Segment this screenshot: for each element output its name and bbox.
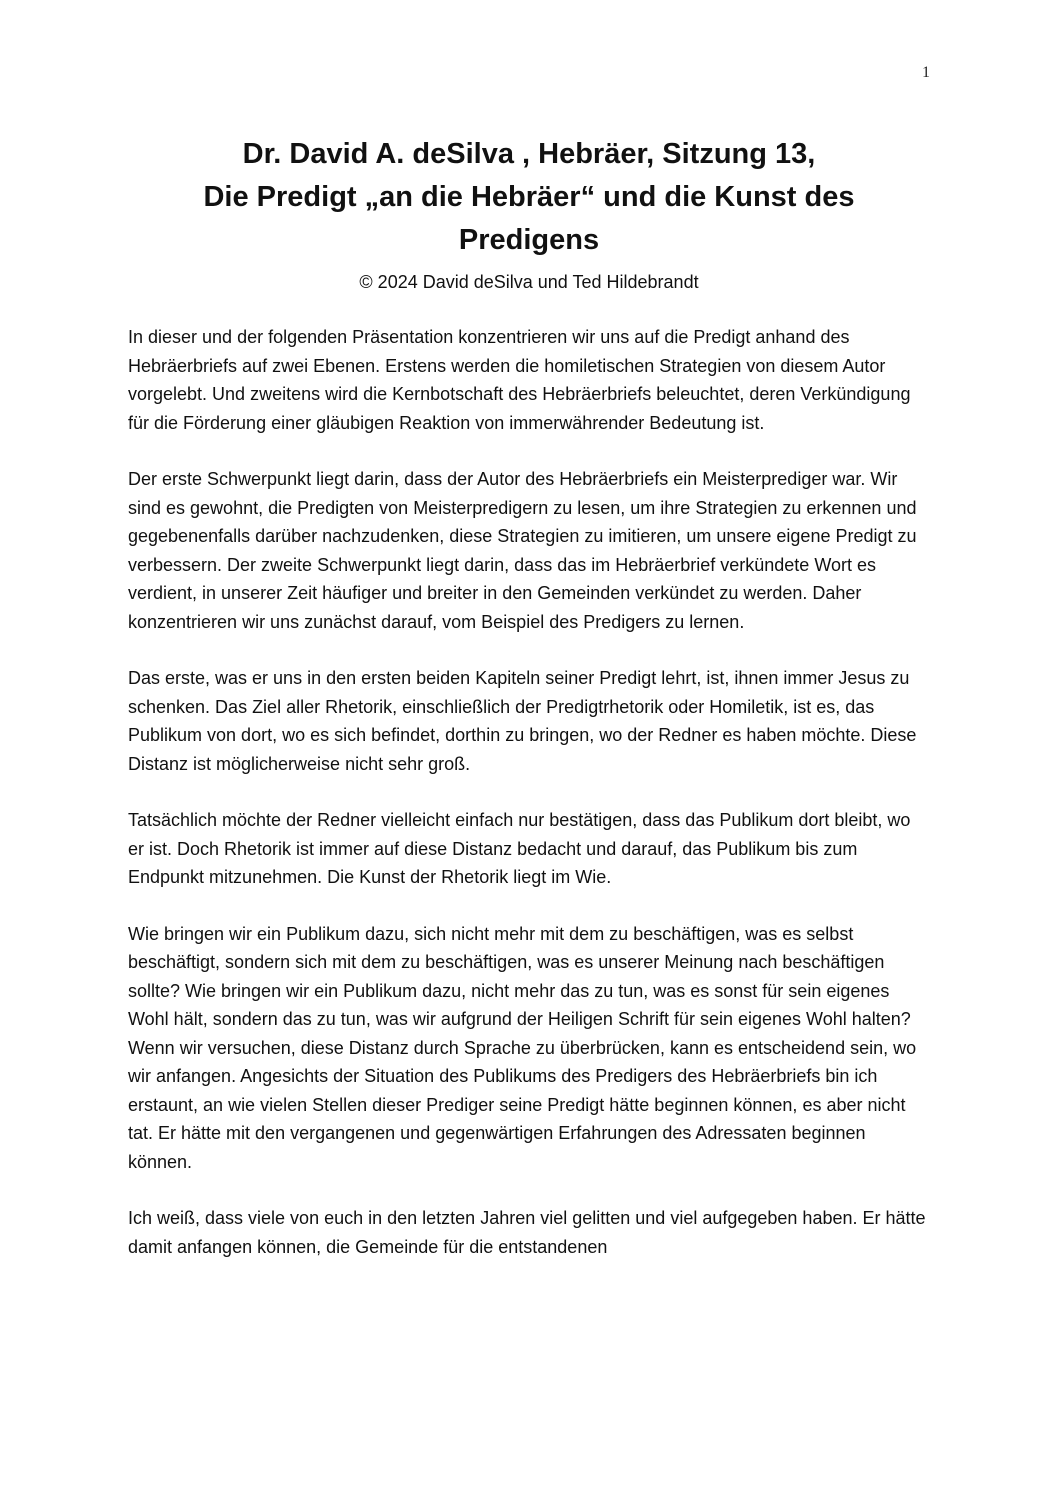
paragraph-6: Ich weiß, dass viele von euch in den letzten Jahren viel gelitten und viel aufgegeben haben. Er hätte damit anfangen können, die Gemeinde für die entstandenen	[128, 1208, 926, 1257]
page-number: 1	[922, 64, 930, 81]
paragraph-4: Tatsächlich möchte der Redner vielleicht einfach nur bestätigen, dass das Publikum dort bleibt, wo er ist. Doch Rhetorik ist immer auf diese Distanz bedacht und darauf, das Publikum bis zum Endpunkt mitzunehmen. Die Kunst der Rhetorik liegt im Wie.	[128, 810, 911, 887]
title-line-3: Predigens	[458, 224, 600, 256]
document-title	[128, 133, 930, 262]
paragraph-3: Das erste, was er uns in den ersten beiden Kapiteln seiner Predigt lehrt, ist, ihnen immer Jesus zu schenken. Das Ziel aller Rhetorik, einschließlich der Predigtrhetorik oder Homiletik, ist es, das Publikum von dort, wo es sich befindet, dorthin zu bringen, wo der Redner es haben möchte. Diese Distanz ist möglicherweise nicht sehr groß.	[128, 668, 917, 774]
paragraph-2: Der erste Schwerpunkt liegt darin, dass der Autor des Hebräerbriefs ein Meisterprediger war. Wir sind es gewohnt, die Predigten von Meisterpredigern zu lesen, um ihre Strategien zu erkennen und gegebenenfalls darüber nachzudenken, diese Strategien zu imitieren, um unsere eigene Predigt zu verbessern. Der zweite Schwerpunkt liegt darin, dass das im Hebräerbrief verkündete Wort es verdient, in unserer Zeit häufiger und breiter in den Gemeinden verkündet zu werden. Daher konzentrieren wir uns zunächst darauf, vom Beispiel des Predigers zu lernen.	[128, 469, 917, 632]
paragraph-5: Wie bringen wir ein Publikum dazu, sich nicht mehr mit dem zu beschäftigen, was es selbst beschäftigt, sondern sich mit dem zu beschäftigen, was es unserer Meinung nach beschäftigen sollte? Wie bringen wir ein Publikum dazu, nicht mehr das zu tun, was es sonst für sein eigenes Wohl hält, sondern das zu tun, was wir aufgrund der Heiligen Schrift für sein eigenes Wohl halten? Wenn wir versuchen, diese Distanz durch Sprache zu überbrücken, kann es entscheidend sein, wo wir anfangen. Angesichts der Situation des Publikums des Predigers des Hebräerbriefs bin ich erstaunt, an wie vielen Stellen dieser Prediger seine Predigt hätte beginnen können, es aber nicht tat. Er hätte mit den vergangenen und gegenwärtigen Erfahrungen des Adressaten beginnen können.	[128, 923, 917, 1172]
copyright-line: © 2024 David deSilva und Ted Hildebrandt	[359, 272, 699, 292]
title-line-1: Dr. David A. deSilva , Hebräer, Sitzung 13,	[242, 138, 816, 170]
paragraph-1: In dieser und der folgenden Präsentation konzentrieren wir uns auf die Predigt anhand des Hebräerbriefs auf zwei Ebenen. Erstens werden die homiletischen Strategien von diesem Autor vorgelebt. Und zweitens wird die Kernbotschaft des Hebräerbriefs beleuchtet, deren Verkündigung für die Förderung einer gläubigen Reaktion von immerwährender Bedeutung ist.	[128, 327, 911, 433]
title-line-2: Die Predigt „an die Hebräer“ und die Kunst des	[203, 181, 855, 213]
body-text	[128, 323, 928, 1289]
